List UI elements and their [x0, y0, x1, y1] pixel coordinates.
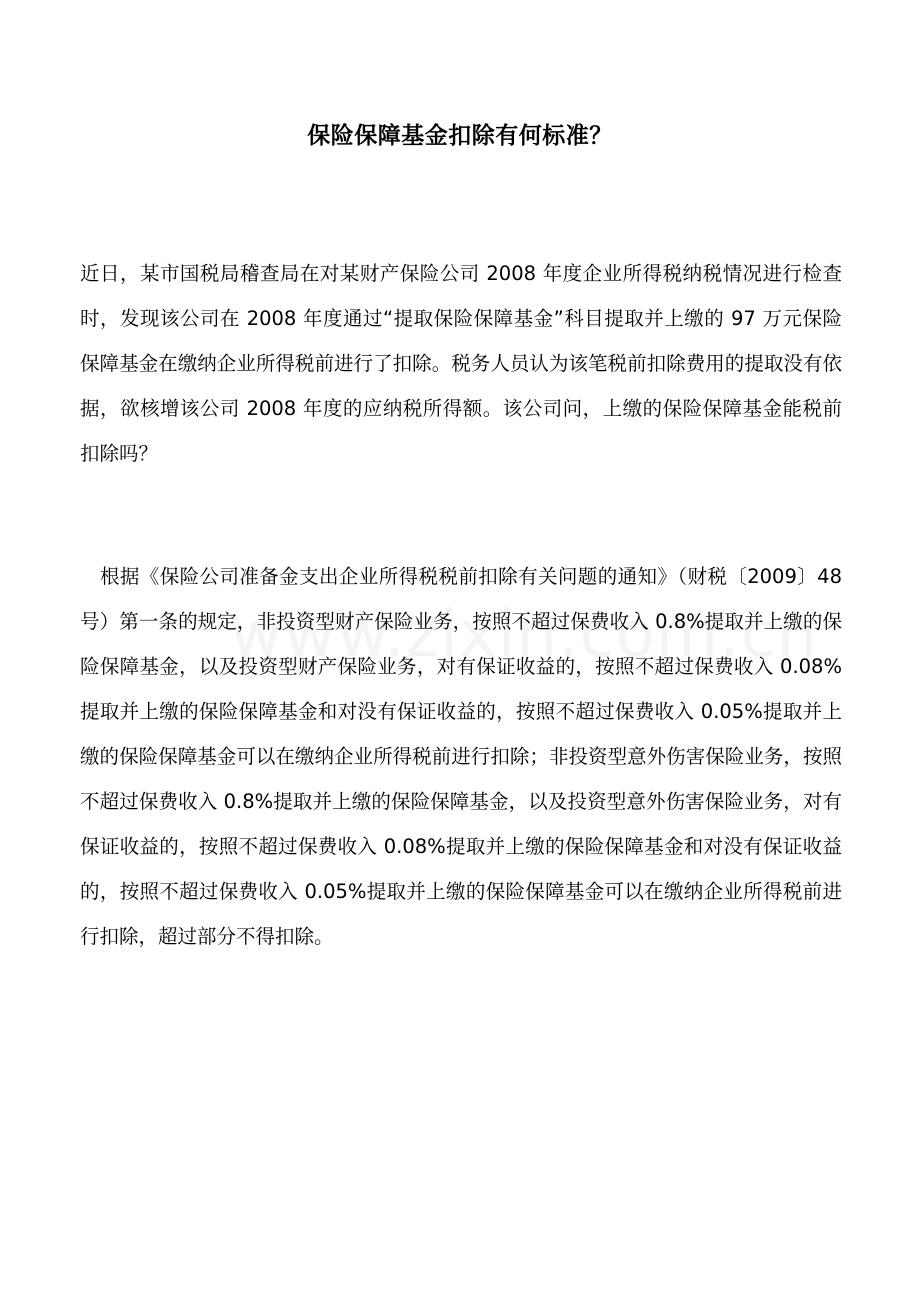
paragraph-regulation-answer: 根据《保险公司准备金支出企业所得税税前扣除有关问题的通知》（财税〔2009〕48 号）第一条的规定，非投资型财产保险业务，按照不超过保费收入 0.8%提取并上缴的保险保障基金，以及投资型财产保险业务，对有保证收益的，按照不超过保费收入 0.08%提取并上缴的保险保障基金和对没有保证收益的，按照不超过保费收入 0.05%提取并上缴的保险保障基金可以在缴纳企业所得税前进行扣除；非投资型意外伤害保险业务，按照不超过保费收入 0.8%提取并上缴的保险保障基金，以及投资型意外伤害保险业务，对有保证收益的，按照不超过保费收入 0.08%提取并上缴的保险保障基金和对没有保证收益的，按照不超过保费收入 0.05%提取并上缴的保险保障基金可以在缴纳企业所得税前进行扣除，超过部分不得扣除。 — [80, 565, 842, 948]
paragraph-case-description: 近日，某市国税局稽查局在对某财产保险公司 2008 年度企业所得税纳税情况进行检查时，发现该公司在 2008 年度通过“提取保险保障基金”科目提取并上缴的 97 万元保险保障基金在缴纳企业所得税前进行了扣除。税务人员认为该笔税前扣除费用的提取没有依据，欲核增该公司 2008 年度的应纳税所得额。该公司问，上缴的保险保障基金能税前扣除吗？ — [80, 262, 842, 465]
document-title: 保险保障基金扣除有何标准？ — [307, 123, 613, 149]
